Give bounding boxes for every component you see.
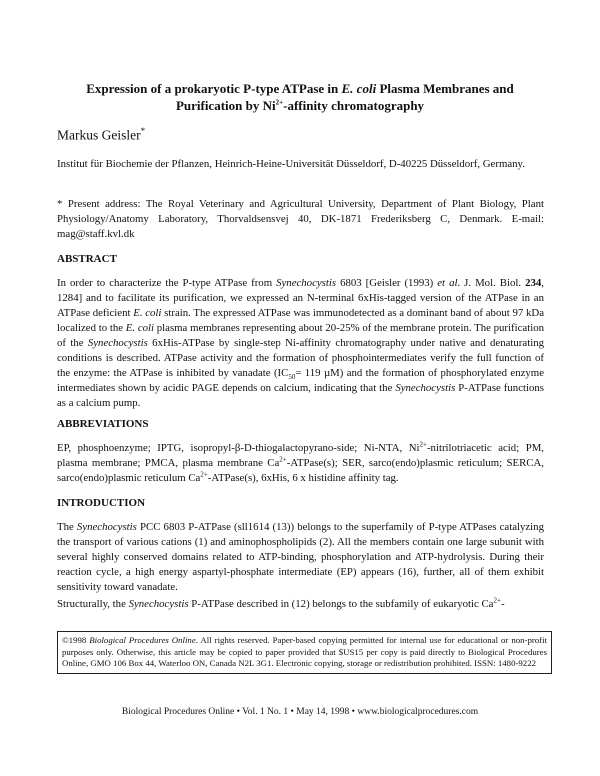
abstract-heading: ABSTRACT [57,253,117,265]
page-footer: Biological Procedures Online • Vol. 1 No. 1 • May 14, 1998 • www.biologicalprocedures.com [121,707,479,717]
author-footnote-mark: * [140,126,146,136]
title-text: Plasma Membranes and [376,81,514,96]
introduction-heading: INTRODUCTION [57,497,146,509]
affiliation: Institut für Biochemie der Pflanzen, Heinrich-Heine-Universität Düsseldorf, D-40225 Düsseldorf, Germany. [57,158,525,170]
title-text: Expression of a prokaryotic P-type ATPase in [86,81,342,96]
copyright-box: ©1998 Biological Procedures Online. All rights reserved. Paper-based copying permitted for internal use for educational or non-profit purposes only. Otherwise, this article may be copied to paper provided that $US15 per copy is paid directly to Biological Procedures Online, GMO 106 Box 44, Waterloo ON, Canada N2L 3G1. Electronic copying, storage or redistribution prohibited. ISSN: 1480-9222 [57,631,552,674]
abbreviations-heading: ABBREVIATIONS [57,418,149,430]
article-title [40,80,560,114]
present-address: * Present address: The Royal Veterinary and Agricultural University, Department of Plant Biology, Plant Physiology/Anatomy Laboratory, Thorvaldsensvej 40, DK-1871 Frederiksberg C, Denmark. E-mail: mag@staff.kvl.dk [57,198,544,240]
introduction-paragraph-1: The Synechocystis PCC 6803 P-ATPase (sll1614 (13)) belongs to the superfamily of P-type ATPases catalyzing the transport of various cations (1) and aminophospholipids (2). All the members contain one large subunit with several highly conserved domains related to ATP-binding, phosphorylation and ATP-hydrolysis. During their reaction cycle, a high energy aspartyl-phosphate intermediate (EP) appears (16), further, all of them exhibit sensitivity toward vanadate. [57,521,544,593]
title-text: Purification by Ni [175,98,276,113]
author-text: Markus Geisler [57,127,141,143]
introduction-paragraph-2: Structurally, the Synechocystis P-ATPase described in (12) belongs to the subfamily of eukaryotic $Ca^{2+}-$ [57,596,505,610]
author-name [57,126,145,144]
abstract-text: In order to characterize the P-type ATPase from Synechocystis 6803 [Geisler (1993) et al. J. Mol. Biol. 234, 1284] and to facilitate its purification, we expressed an N-terminal 6xHis-tagged version of the ATPase in an ATPase deficient E. coli strain. The expressed ATPase was immunodetected as a dominant band of about 97 kDa localized to the E. coli plasma membranes representing about 20-25% of the membrane protein. The purification of the Synechocystis 6xHis-ATPase by single-step Ni-affinity chromatography under native and denaturating conditions is described. ATPase activity and the formation of phosphointermediates verify the full function of the enzyme: the ATPase is inhibited by vanadate ($IC_{50}= 119$ µM) and the formation of phosphorylated enzyme intermediates shown by acidic PAGE depends on calcium, indicating that the Synechocystis P-ATPase functions as a calcium pump. [57,277,545,409]
abbreviations-text: EP, phosphoenzyme; IPTG, isopropyl-β-D-thiogalactopyrano-side; Ni-NTA, $Ni^{2+}$-nitrilotriacetic acid; PM, plasma membrane; PMCA, plasma membrane $Ca^{2+}-ATPase(s)$; SER, sarco(endo)plasmic reticulum; SERCA, sarco(endo)plasmic reticulum $Ca^{2+}-ATPase(s)$, 6xHis, 6 x histidine affinity tag. [57,440,544,484]
title-italic: E. coli [341,81,377,96]
title-text: -affinity chromatography [283,98,425,113]
title-superscript: 2+ [275,98,284,107]
